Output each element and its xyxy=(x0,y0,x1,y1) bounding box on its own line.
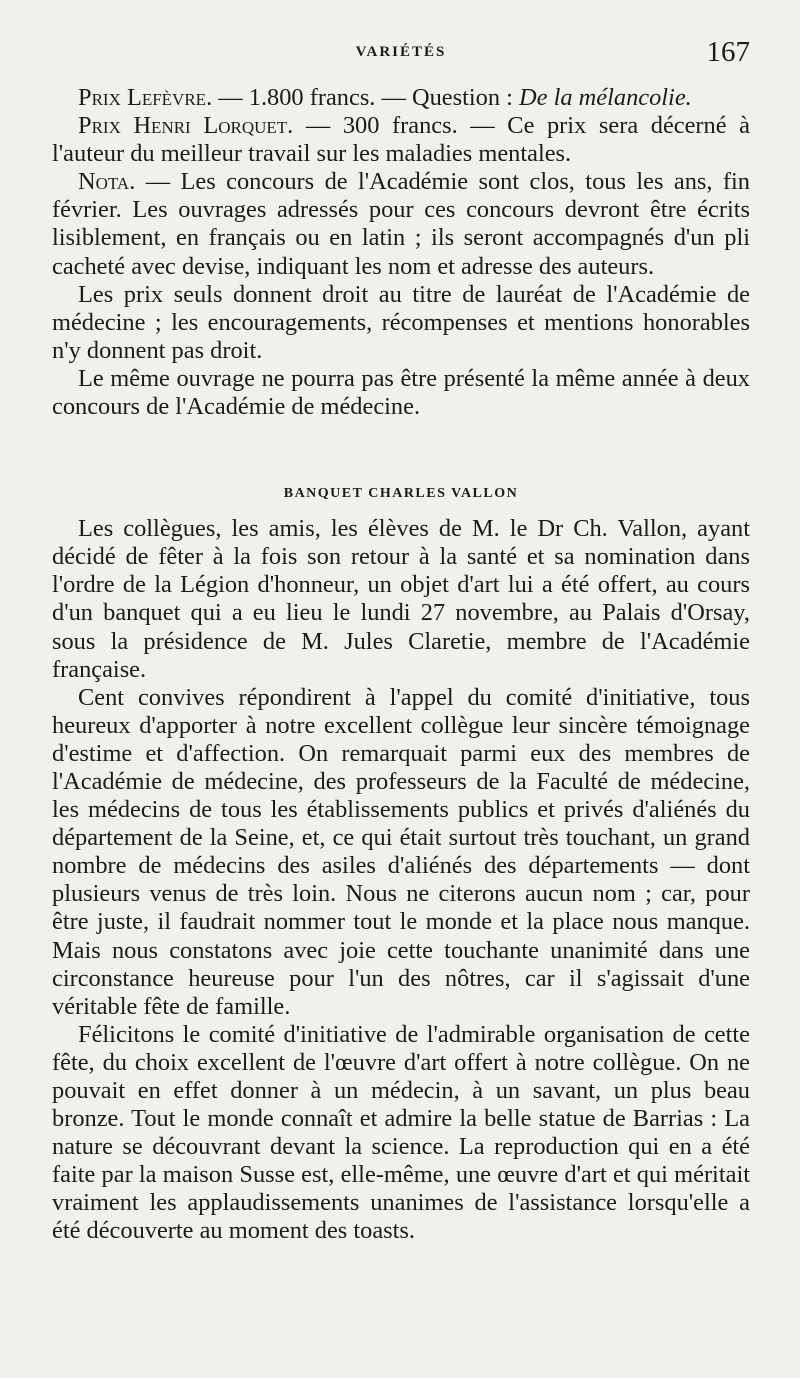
section-title: BANQUET CHARLES VALLON xyxy=(283,486,519,502)
paragraph-prix-lorquet xyxy=(52,112,750,168)
paragraph-banquet-1: Les collègues, les amis, les élèves de M. le Dr Ch. Vallon, ayant décidé de fêter à la fois son retour à la santé et sa nomination dans l'ordre de la Légion d'honneur, un objet d'art lui a été offert, au cours d'un banquet qui a eu lieu le lundi 27 novembre, au Palais d'Orsay, sous la présidence de M. Jules Claretie, membre de l'Académie française. xyxy=(52,515,750,683)
paragraph-banquet-2: Cent convives répondirent à l'appel du comité d'initiative, tous heureux d'apporter à notre excellent collègue leur sincère témoignage d'estime et d'affection. On remarquait parmi eux des membres de l'Académie de médecine, des professeurs de la Faculté de médecine, les médecins de tous les établissements publics et privés d'aliénés du département de la Seine, et, ce qui était surtout très touchant, un grand nombre de médecins des asiles d'aliénés des départements — dont plusieurs venus de très loin. Nous ne citerons aucun nom ; car, pour être juste, il faudrait nommer tout le monde et la place nous manque. Mais nous constatons avec joie cette touchante unanimité dans une circonstance heureuse pour l'un des nôtres, car il s'agissait d'une véritable fête de famille. xyxy=(52,683,750,1020)
page-number: 167 xyxy=(706,36,750,68)
paragraph-prix-lefevre xyxy=(52,84,750,112)
paragraph-meme-ouvrage: Le même ouvrage ne pourra pas être présenté la même année à deux concours de l'Académie de médecine. xyxy=(52,364,750,421)
prize-name-lorquet: Prix Henri Lorquet xyxy=(78,112,288,140)
paragraph-banquet-3: Félicitons le comité d'initiative de l'admirable organisation de cette fête, du choix excellent de l'œuvre d'art offert à notre collègue. On ne pouvait en effet donner à un médecin, à un savant, un plus beau bronze. Tout le monde connaît et admire la belle statue de Barrias : La nature se découvrant devant la science. La reproduction qui en a été faite par la maison Susse est, elle-même, une œuvre d'art et qui méritait vraiment les applaudissements unanimes de l'assistance lorsqu'elle a été découverte au moment des toasts. xyxy=(52,1020,750,1245)
running-head: VARIÉTÉS xyxy=(355,44,447,60)
paragraph-nota xyxy=(52,168,750,280)
document-page xyxy=(52,36,750,1346)
prize-text-lefevre: . — 1.800 francs. — Question : xyxy=(206,84,520,111)
prize-name-lefevre: Prix Lefèvre xyxy=(78,84,207,111)
nota-label: Nota xyxy=(78,168,130,196)
page-header xyxy=(52,36,750,76)
body-text xyxy=(52,84,750,1246)
prize-text-lorquet: . — 300 francs. — Ce prix sera décerné à l'auteur du meilleur travail sur les maladies mentales. xyxy=(52,112,750,168)
prize-question-lefevre: De la mélancolie. xyxy=(519,84,692,111)
nota-text: . — Les concours de l'Académie sont clos, tous les ans, fin février. Les ouvrages adressés pour ces concours devront être écrits lisiblement, en français ou en latin ; ils seront accompagnés d'un pli cacheté avec devise, indiquant les nom et adresse des auteurs. xyxy=(52,168,750,280)
paragraph-laureat: Les prix seuls donnent droit au titre de lauréat de l'Académie de médecine ; les encouragements, récompenses et mentions honorables n'y donnent pas droit. xyxy=(52,280,750,364)
